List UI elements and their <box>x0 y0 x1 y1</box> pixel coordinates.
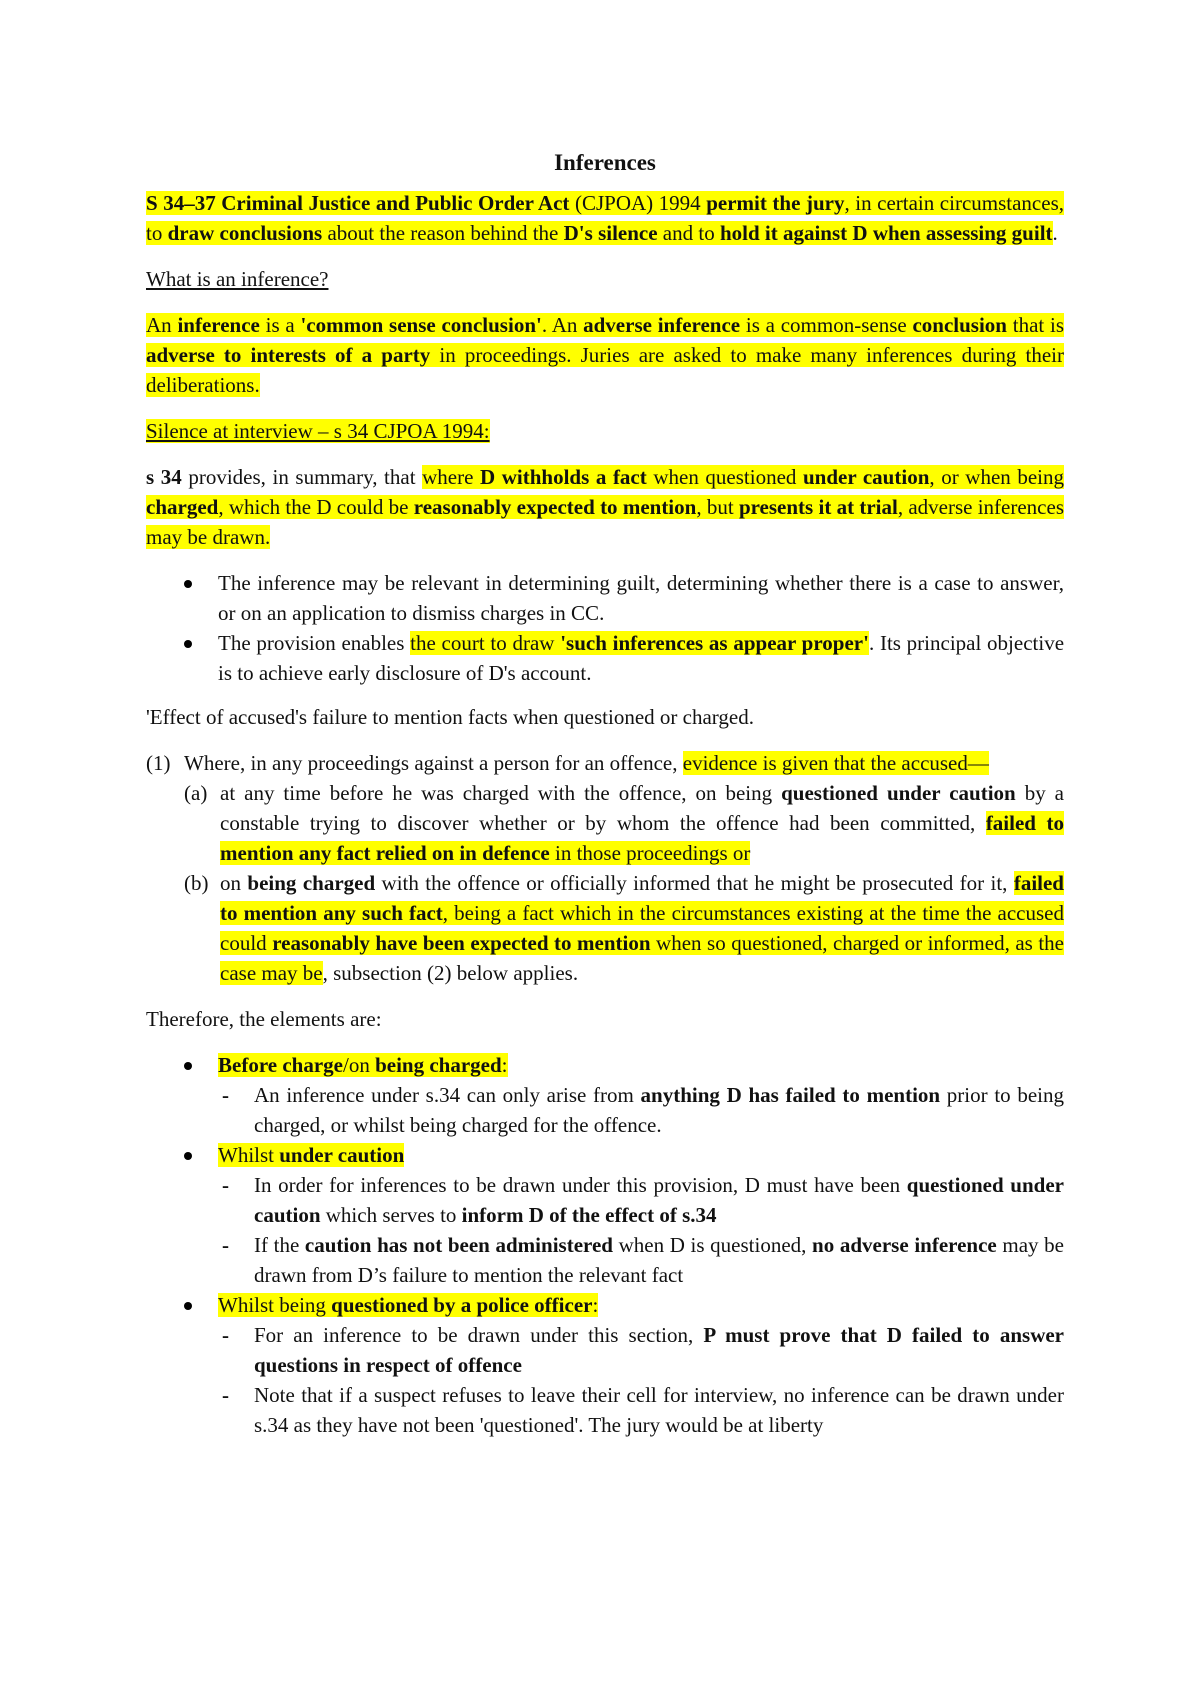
intro-text: about the reason behind the <box>322 221 564 245</box>
s34-bold: charged <box>146 495 219 519</box>
element-bold: caution has not been administered <box>304 1233 613 1257</box>
item-marker: (b) <box>184 871 209 895</box>
bullet-text: The provision enables <box>218 631 411 655</box>
element-text: may be drawn from D’s failure to mention the relevant fact <box>254 1233 1064 1287</box>
s34-text: , but <box>696 495 739 519</box>
elements-list <box>146 1050 1064 1440</box>
statute-bold: questioned under caution <box>781 781 1016 805</box>
statute-text: , subsection (2) below applies. <box>322 961 579 985</box>
sub-list <box>218 1080 1064 1140</box>
element-bold: questioned under caution <box>254 1173 1064 1227</box>
s34-text: , adverse inferences may be drawn. <box>146 495 1064 549</box>
element-highlight <box>218 1143 404 1167</box>
inference-text: An <box>146 313 178 337</box>
element-bold: P must prove that D failed to answer questions in respect of offence <box>254 1323 1064 1377</box>
statute-list <box>146 748 1064 988</box>
element-text: /on <box>342 1053 376 1077</box>
inference-paragraph <box>146 310 1064 400</box>
element-text: An inference under s.34 can only arise from <box>254 1083 641 1107</box>
sub-list-item <box>218 1320 1064 1380</box>
page-title: Inferences <box>554 150 656 175</box>
intro-bold: permit the jury <box>706 191 845 215</box>
statute-highlight: evidence is given that the accused— <box>682 751 989 775</box>
s34-bold: under caution <box>802 465 930 489</box>
inference-text: in proceedings. Juries are asked to make many inferences during their deliberations. <box>146 343 1064 397</box>
document-page <box>146 148 1064 1454</box>
statute-text: Where, in any proceedings against a person for an offence, <box>184 751 683 775</box>
sub-list-item <box>218 1170 1064 1230</box>
s34-text: , which the D could be <box>218 495 414 519</box>
statute-text: , being a fact which in the circumstances existing at the time the accused could <box>220 901 1064 955</box>
list-item: The inference may be relevant in determining guilt, determining whether there is a case to answer, or on an application to dismiss charges in CC. <box>146 568 1064 628</box>
inference-text: that is <box>1007 313 1065 337</box>
list-item <box>146 1050 1064 1140</box>
elements-intro: Therefore, the elements are: <box>146 1007 382 1031</box>
s34-bold: D withholds a fact <box>480 465 647 489</box>
intro-text: , in certain circumstances, to <box>146 191 1064 245</box>
item-marker: (a) <box>184 781 208 805</box>
list-item <box>146 1290 1064 1440</box>
statute-item-b <box>184 868 1064 988</box>
statute-sublist <box>184 778 1064 988</box>
sub-list-item <box>218 1230 1064 1290</box>
inference-text: is a <box>259 313 301 337</box>
element-bold: inform D of the effect of s.34 <box>461 1203 717 1227</box>
element-text: prior to being charged, or whilst being charged for the offence. <box>254 1083 1065 1137</box>
intro-text: and to <box>657 221 720 245</box>
intro-paragraph <box>146 188 1064 248</box>
statute-text: at any time before he was charged with the offence, on being <box>220 781 782 805</box>
inference-highlight <box>146 313 1064 397</box>
element-bold: Before charge <box>218 1053 343 1077</box>
intro-bold: draw conclusions <box>167 221 323 245</box>
statute-name: S 34–37 Criminal Justice and Public Order Act <box>146 191 570 215</box>
element-text: In order for inferences to be drawn under this provision, D must have been <box>254 1173 907 1197</box>
statute-text: by a constable trying to discover whether or by whom the offence had been committed, <box>220 781 1064 835</box>
sub-list <box>218 1320 1064 1440</box>
sub-list-item <box>218 1080 1064 1140</box>
element-bold: no adverse inference <box>812 1233 997 1257</box>
item-marker: (1) <box>146 751 171 775</box>
s34-text: when questioned <box>646 465 803 489</box>
s34-text: , or when being <box>929 465 1064 489</box>
element-highlight <box>218 1293 598 1317</box>
intro-bold: D's silence <box>563 221 658 245</box>
s34-text: where <box>422 465 480 489</box>
element-text: which serves to <box>320 1203 462 1227</box>
intro-bold: hold it against D when assessing guilt <box>719 221 1053 245</box>
inference-bold: 'common sense conclusion' <box>300 313 542 337</box>
s34-bold: presents it at trial <box>738 495 898 519</box>
statute-bold: failed to mention any such fact <box>220 871 1064 925</box>
inference-text: . An <box>541 313 584 337</box>
inference-bold: inference <box>177 313 260 337</box>
element-text: when D is questioned, <box>612 1233 813 1257</box>
element-text: If the <box>254 1233 305 1257</box>
heading-what-is-inference: What is an inference? <box>146 267 329 291</box>
inference-text: is a common-sense <box>740 313 913 337</box>
element-bold: anything D has failed to mention <box>640 1083 941 1107</box>
element-text: Whilst being <box>218 1293 332 1317</box>
element-bold: questioned by a police officer <box>331 1293 593 1317</box>
intro-highlight <box>146 191 1064 245</box>
s34-text: provides, in summary, that <box>181 465 423 489</box>
intro-text: (CJPOA) 1994 <box>569 191 707 215</box>
s34-paragraph <box>146 462 1064 552</box>
heading-silence-at-interview <box>146 416 1064 446</box>
element-text: Whilst <box>218 1143 280 1167</box>
statute-bold: failed to mention any fact relied on in defence <box>220 811 1065 865</box>
effect-heading: 'Effect of accused's failure to mention facts when questioned or charged. <box>146 705 754 729</box>
list-item <box>146 628 1064 688</box>
element-highlight <box>218 1053 508 1077</box>
statute-bold: reasonably have been expected to mention <box>272 931 651 955</box>
s34-bold: s 34 <box>146 465 182 489</box>
statute-text: in those proceedings or <box>549 841 751 865</box>
inference-bold: adverse to interests of a party <box>146 343 431 367</box>
bullet-bold: 'such inferences as appear proper' <box>560 631 869 655</box>
bullet-text: the court to draw <box>410 631 561 655</box>
s34-bold: reasonably expected to mention <box>413 495 697 519</box>
statute-item-1 <box>146 748 1064 988</box>
statute-text: on <box>220 871 248 895</box>
sub-list-item: - Note that if a suspect refuses to leave their cell for interview, no inference can be drawn under s.34 as they have not been 'questioned'. The jury would be at liberty <box>218 1380 1064 1440</box>
element-text: For an inference to be drawn under this section, <box>254 1323 704 1347</box>
list-item <box>146 1140 1064 1290</box>
element-bold: being charged <box>375 1053 502 1077</box>
element-bold: under caution <box>279 1143 405 1167</box>
element-text: : <box>501 1053 508 1077</box>
bullet-list <box>146 568 1064 688</box>
element-text: : <box>592 1293 599 1317</box>
inference-bold: conclusion <box>912 313 1007 337</box>
inference-bold: adverse inference <box>583 313 741 337</box>
statute-text: with the offence or officially informed that he might be prosecuted for it, <box>375 871 1014 895</box>
statute-item-a <box>184 778 1064 868</box>
bullet-text: . Its principal objective is to achieve early disclosure of D's account. <box>218 631 1065 685</box>
statute-bold: being charged <box>247 871 376 895</box>
sub-list <box>218 1170 1064 1290</box>
statute-text: when so questioned, charged or informed, as the case may be <box>220 931 1065 985</box>
intro-text: . <box>1052 221 1058 245</box>
bullet-highlight <box>410 631 869 655</box>
heading-silence-text: Silence at interview – s 34 CJPOA 1994: <box>146 419 490 443</box>
